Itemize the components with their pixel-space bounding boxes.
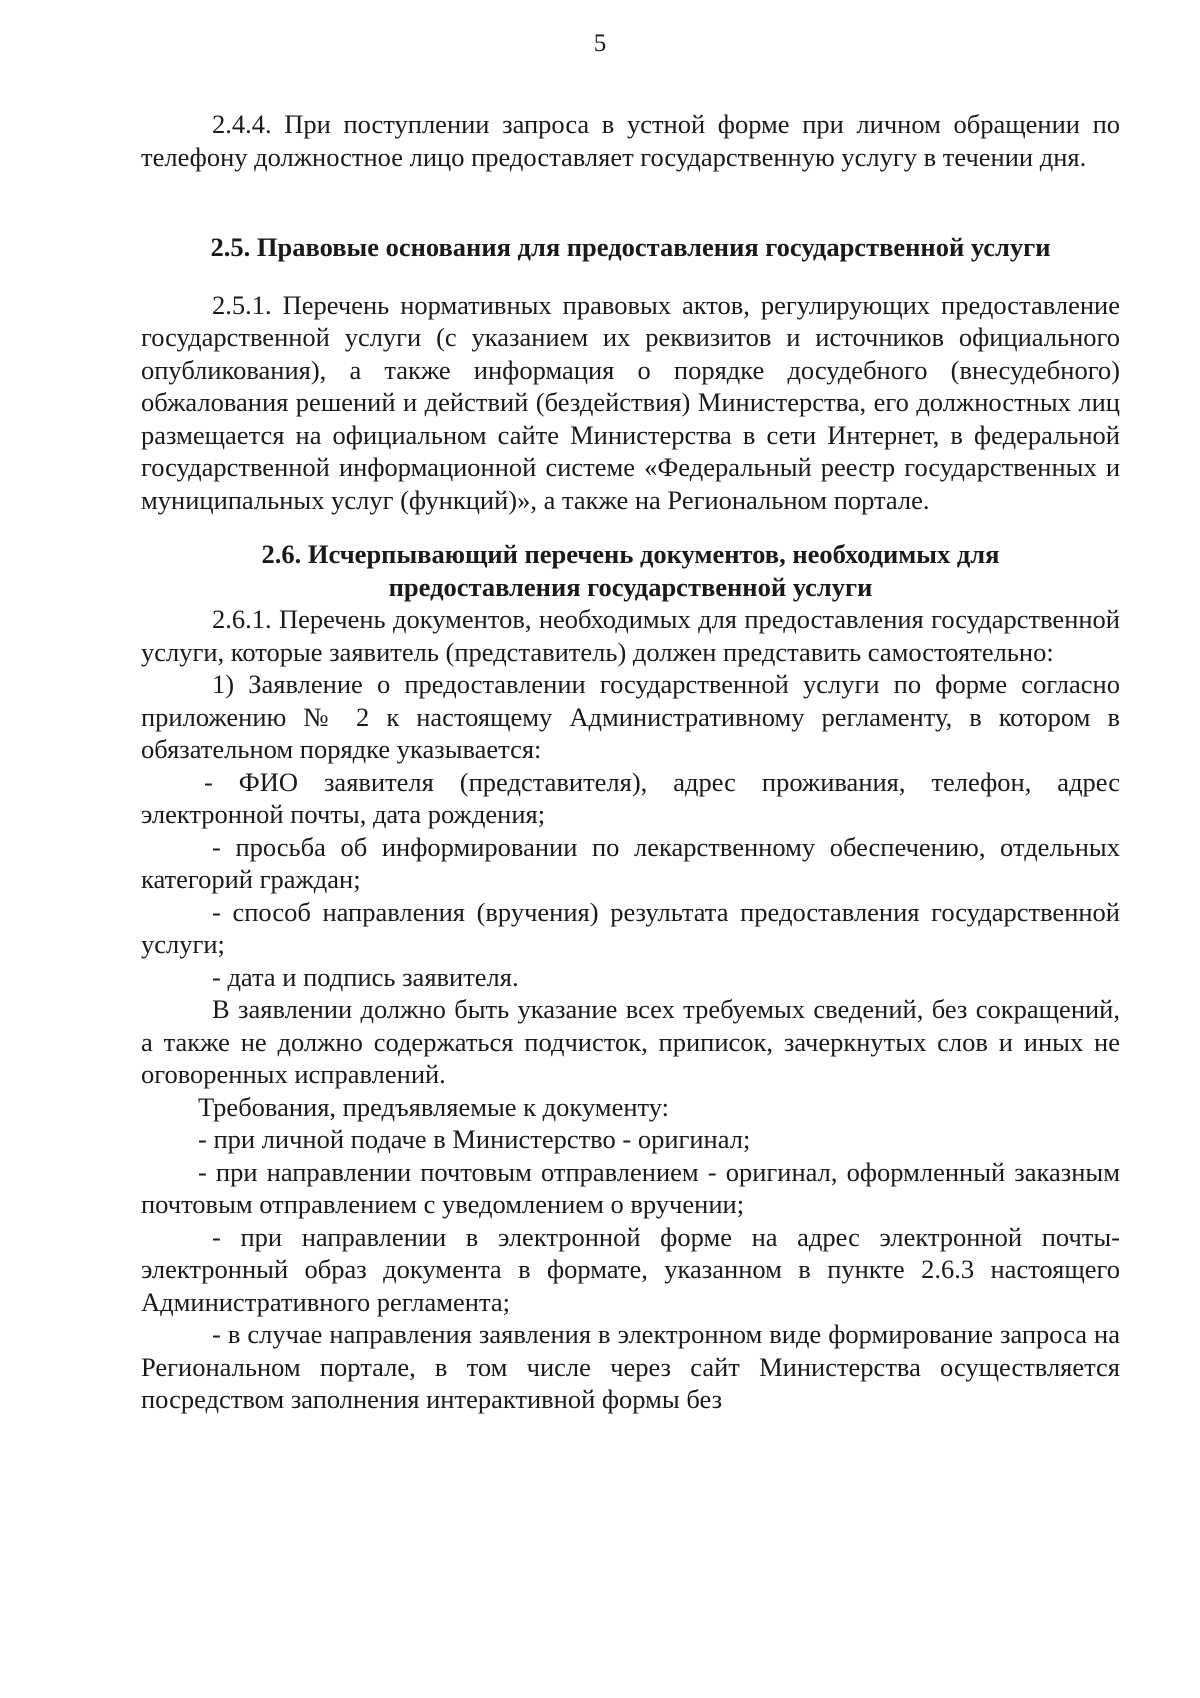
list-item-application: 1) Заявление о предоставлении государственной услуги по форме согласно приложению № 2 к настоящему Административному регламенту, в котором в обязательном порядке указывается:	[141, 669, 1120, 764]
spacer	[141, 264, 1120, 289]
list-item-portal: - в случае направления заявления в электронном виде формирование запроса на Региональном портале, в том числе через сайт Министерства осуществляется посредством заполнения интерактивной формы без	[141, 1319, 1120, 1414]
paragraph-requirements: Требования, предъявляемые к документу:	[198, 1091, 670, 1122]
paragraph-2-4-4: 2.4.4. При поступлении запроса в устной форме при личном обращении по телефону должностное лицо предоставляет государственную услугу в течении дня.	[141, 109, 1120, 172]
paragraph-2-6-1: 2.6.1. Перечень документов, необходимых для предоставления государственной услуги, которые заявитель (представитель) должен представить самостоятельно:	[141, 604, 1120, 667]
section-heading-2-5: 2.5. Правовые основания для предоставления государственной услуги	[210, 232, 1051, 262]
list-item-fio: - ФИО заявителя (представителя), адрес проживания, телефон, адрес электронной почты, дата рождения;	[141, 766, 1120, 829]
list-item-method: - способ направления (вручения) результата предоставления государственной услуги;	[141, 896, 1120, 959]
list-item-request: - просьба об информировании по лекарственному обеспечению, отдельных категорий граждан;	[141, 831, 1120, 894]
list-item-personal: - при личной подаче в Министерство - оригинал;	[198, 1124, 751, 1154]
paragraph-2-5-1: 2.5.1. Перечень нормативных правовых актов, регулирующих предоставление государственной услуги (с указанием их реквизитов и источников официального опубликования), а также информация о порядке досудебного (внесудебного) обжалования решений и действий (бездействия) Министерства, его должностных лиц размещается на официальном сайте Министерства в сети Интернет, в федеральной государственной информационной системе «Федеральный реестр государственных и муниципальных услуг (функций)», а также на Региональном портале.	[141, 289, 1120, 515]
section-heading-2-6-line2: предоставления государственной услуги	[388, 571, 873, 602]
document-body	[141, 108, 1120, 1416]
section-heading-2-6-line1: 2.6. Исчерпывающий перечень документов, необходимых для	[261, 539, 1000, 569]
paragraph-all-info: В заявлении должно быть указание всех требуемых сведений, без сокращений, а также не должно содержаться подчисток, приписок, зачеркнутых слов и иных не оговоренных исправлений.	[141, 994, 1120, 1089]
spacer	[141, 173, 1120, 231]
list-item-mail: - при направлении почтовым отправлением - оригинал, оформленный заказным почтовым отправлением с уведомлением о вручении;	[141, 1156, 1120, 1219]
list-item-date-signature: - дата и подпись заявителя.	[212, 961, 519, 992]
page-number: 5	[593, 30, 607, 57]
spacer	[141, 516, 1120, 538]
list-item-email: - при направлении в электронной форме на адрес электронной почты- электронный образ документа в формате, указанном в пункте 2.6.3 настоящего Административного регламента;	[141, 1221, 1120, 1317]
